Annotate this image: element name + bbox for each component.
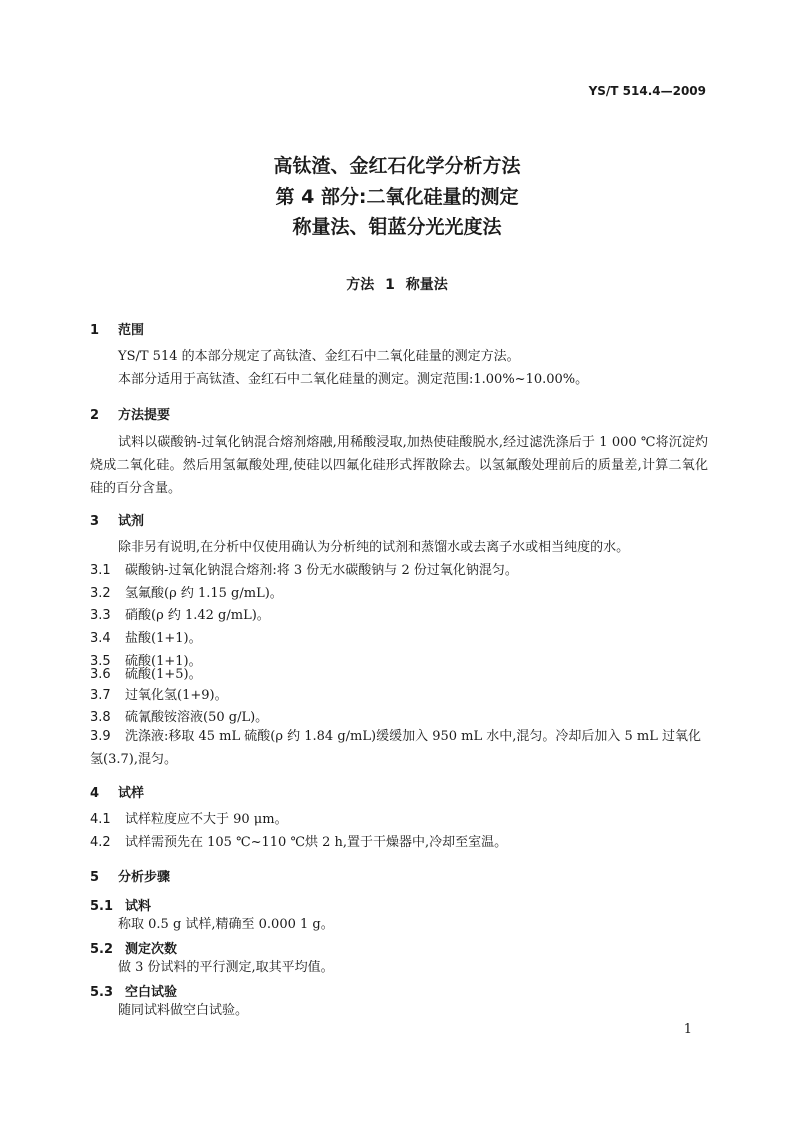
item-number: 3.5 (90, 654, 111, 669)
subsection-title: 试料 (125, 899, 152, 914)
item-number: 3.6 (90, 667, 111, 682)
section-number: 4 (90, 786, 100, 801)
subsection-title: 测定次数 (125, 942, 178, 957)
item-number: 3.8 (90, 710, 111, 725)
section-heading (90, 866, 170, 885)
paragraph: 试料以碳酸钠-过氧化钠混合熔剂熔融,用稀酸浸取,加热使硅酸脱水,经过滤洗涤后于 1 000 ℃将沉淀灼烧成二氧化硅。然后用氢氟酸处理,使硅以四氟化硅形式挥散除去。以氢氟酸处理前后的质量差,计算二氧化硅的百分含量。 (90, 435, 708, 496)
section-heading (90, 319, 144, 338)
item-number: 4.2 (90, 835, 111, 850)
item-text: 过氧化氢(1+9)。 (125, 688, 228, 703)
title-line-1: 高钛渣、金红石化学分析方法 (273, 155, 521, 177)
subsection-number: 5.2 (90, 942, 114, 957)
section-number: 2 (90, 408, 100, 423)
section-title: 试样 (118, 786, 145, 801)
item-text: 盐酸(1+1)。 (125, 631, 202, 646)
subsection-number: 5.3 (90, 985, 114, 1000)
item-number: 3.2 (90, 586, 111, 601)
item-text: 硝酸(ρ 约 1.42 g/mL)。 (125, 608, 270, 623)
section-title: 范围 (118, 323, 145, 338)
list-item (90, 604, 708, 627)
section-heading (90, 404, 170, 423)
section-number: 5 (90, 870, 100, 885)
item-text: 试样需预先在 105 ℃~110 ℃烘 2 h,置于干燥器中,冷却至室温。 (125, 835, 508, 850)
item-number: 3.7 (90, 688, 111, 703)
item-text: 试样粒度应不大于 90 μm。 (125, 812, 288, 827)
item-text: 碳酸钠-过氧化钠混合熔剂:将 3 份无水碳酸钠与 2 份过氧化钠混匀。 (125, 563, 518, 578)
section-number: 1 (90, 323, 100, 338)
subsection-heading (90, 895, 151, 914)
section-title: 试剂 (118, 514, 145, 529)
item-number: 3.9 (90, 729, 111, 744)
paragraph: 称取 0.5 g 试样,精确至 0.000 1 g。 (118, 917, 334, 932)
list-item (90, 831, 708, 854)
section-title: 分析步骤 (118, 870, 171, 885)
list-item (90, 582, 708, 605)
item-number: 4.1 (90, 812, 111, 827)
list-item (90, 559, 708, 582)
item-number: 3.4 (90, 631, 111, 646)
paragraph: 随同试料做空白试验。 (118, 1003, 249, 1018)
item-number: 3.3 (90, 608, 111, 623)
list-item (90, 663, 708, 686)
title-line-3: 称量法、钼蓝分光光度法 (292, 216, 502, 238)
paragraph: 本部分适用于高钛渣、金红石中二氧化硅量的测定。测定范围:1.00%~10.00%。 (118, 372, 589, 387)
section-heading (90, 510, 144, 529)
subsection-heading (90, 938, 177, 957)
list-item (90, 627, 708, 650)
item-number: 3.1 (90, 563, 111, 578)
paragraph: YS/T 514 的本部分规定了高钛渣、金红石中二氧化硅量的测定方法。 (118, 349, 520, 364)
subsection-heading (90, 981, 177, 1000)
subsection-title: 空白试验 (125, 985, 178, 1000)
section-title: 方法提要 (118, 408, 171, 423)
item-text: 硫酸(1+1)。 (125, 654, 202, 669)
paragraph: 做 3 份试料的平行测定,取其平均值。 (118, 960, 334, 975)
item-text: 洗涤液:移取 45 mL 硫酸(ρ 约 1.84 g/mL)缓缓加入 950 mL 水中,混匀。冷却后加入 5 mL 过氧化氢(3.7),混匀。 (90, 729, 701, 767)
subsection-number: 5.1 (90, 899, 114, 914)
section-number: 3 (90, 514, 100, 529)
list-item (90, 725, 708, 771)
method-heading: 方法 1 称量法 (346, 277, 448, 293)
item-text: 氢氟酸(ρ 约 1.15 g/mL)。 (125, 586, 283, 601)
paragraph: 除非另有说明,在分析中仅使用确认为分析纯的试剂和蒸馏水或去离子水或相当纯度的水。 (118, 540, 630, 555)
item-text: 硫氰酸铵溶液(50 g/L)。 (125, 710, 269, 725)
list-item (90, 684, 708, 707)
list-item (90, 808, 708, 831)
standard-number: YS/T 514.4—2009 (588, 84, 706, 98)
section-heading (90, 782, 144, 801)
title-line-2: 第 4 部分:二氧化硅量的测定 (275, 186, 519, 208)
page-number: 1 (683, 1022, 692, 1037)
item-text: 硫酸(1+5)。 (125, 667, 202, 682)
